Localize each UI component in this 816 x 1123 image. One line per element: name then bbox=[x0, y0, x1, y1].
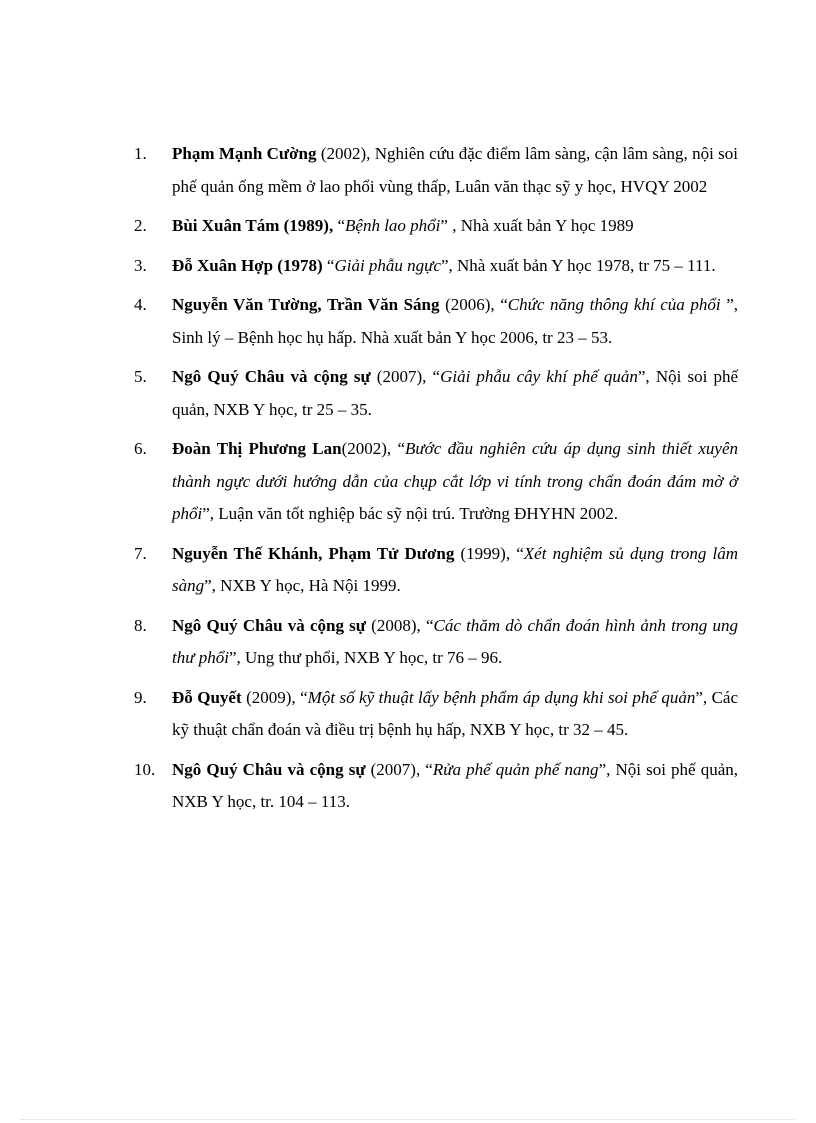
reference-title: Rửa phế quản phế nang bbox=[432, 759, 599, 779]
reference-detail: ”, Sinh lý – Bệnh học hụ hấp. Nhà xuất bản Y học 2006, tr 23 – 53. bbox=[172, 295, 738, 347]
reference-author: Nguyễn Văn Tường, Trần Văn Sáng bbox=[172, 295, 440, 314]
reference-detail: (2002), Nghiên cứu đặc điểm lâm sàng, cận lâm sàng, nội soi phế quản ống mềm ở lao phổi vùng thấp, Luân văn thạc sỹ y học, HVQY 2002 bbox=[172, 144, 738, 196]
reference-list bbox=[134, 138, 738, 826]
reference-text bbox=[172, 682, 738, 747]
reference-detail: (1999), “ bbox=[454, 543, 524, 563]
reference-detail: “ bbox=[322, 255, 335, 275]
reference-detail: ”, Nhà xuất bản Y học 1978, tr 75 – 111. bbox=[440, 255, 716, 275]
reference-author: Đỗ Quyết bbox=[172, 687, 242, 707]
reference-detail: (2002), “ bbox=[341, 439, 405, 458]
reference-author: Phạm Mạnh Cường bbox=[172, 144, 317, 163]
reference-detail: (2007), “ bbox=[370, 367, 441, 386]
reference-detail: (2009), “ bbox=[241, 687, 308, 707]
reference-number: 8. bbox=[134, 615, 147, 635]
reference-text bbox=[172, 538, 738, 603]
reference-text bbox=[172, 289, 738, 354]
reference-author: Ngô Quý Châu và cộng sự bbox=[172, 615, 366, 635]
reference-author: Nguyễn Thế Khánh, Phạm Tử Dương bbox=[172, 543, 455, 563]
reference-title: Bệnh lao phổi bbox=[345, 216, 441, 235]
reference-number: 9. bbox=[134, 687, 147, 707]
reference-item bbox=[134, 610, 738, 675]
reference-number: 3. bbox=[134, 255, 147, 275]
reference-number: 1. bbox=[134, 144, 147, 163]
reference-author: Bùi Xuân Tám (1989), bbox=[172, 216, 334, 235]
reference-detail: (2008), “ bbox=[365, 615, 434, 635]
reference-detail: ”, Luận văn tốt nghiệp bác sỹ nội trú. Trường ĐHYHN 2002. bbox=[202, 504, 619, 523]
reference-item bbox=[134, 433, 738, 531]
reference-title: Xét nghiệm sủ dụng trong lâm sàng bbox=[172, 543, 738, 595]
reference-text bbox=[172, 361, 738, 426]
reference-item bbox=[134, 361, 738, 426]
reference-item bbox=[134, 538, 738, 603]
reference-number: 7. bbox=[134, 543, 147, 563]
reference-author: Ngô Quý Châu và cộng sự bbox=[172, 367, 371, 386]
reference-text bbox=[172, 138, 738, 203]
reference-item bbox=[134, 138, 738, 203]
reference-number: 10. bbox=[134, 759, 156, 779]
reference-author: Đoàn Thị Phương Lan bbox=[172, 439, 342, 458]
reference-item bbox=[134, 250, 738, 283]
reference-detail: ”, Các kỹ thuật chẩn đoán và điều trị bệnh hụ hấp, NXB Y học, tr 32 – 45. bbox=[172, 687, 739, 739]
reference-title: Giải phẫu ngực bbox=[334, 255, 441, 275]
reference-text bbox=[172, 754, 738, 819]
reference-detail: ”, Ung thư phổi, NXB Y học, tr 76 – 96. bbox=[228, 648, 503, 667]
reference-title: Một số kỹ thuật lấy bệnh phẩm áp dụng khi soi phế quản bbox=[307, 687, 696, 707]
reference-title: Chức năng thông khí của phổi bbox=[507, 295, 727, 314]
reference-detail: ” , Nhà xuất bản Y học 1989 bbox=[440, 216, 634, 235]
reference-author: Đỗ Xuân Hợp (1978) bbox=[172, 255, 323, 275]
reference-title: Giải phẫu cây khí phế quản bbox=[440, 367, 638, 386]
reference-number: 5. bbox=[134, 367, 147, 386]
reference-item bbox=[134, 210, 738, 243]
reference-item bbox=[134, 289, 738, 354]
reference-text bbox=[172, 210, 738, 243]
reference-title: Các thăm dò chẩn đoán hình ảnh trong ung thư phổi bbox=[172, 615, 738, 667]
reference-text bbox=[172, 610, 738, 675]
reference-detail: ”, Nội soi phế quản, NXB Y học, tr. 104 – 113. bbox=[172, 759, 738, 811]
reference-detail: ”, NXB Y học, Hà Nội 1999. bbox=[204, 576, 401, 595]
reference-title: Bước đầu nghiên cứu áp dụng sinh thiết xuyên thành ngực dưới hướng dẫn của chụp cắt lớp vi tính trong chẩn đoán đám mờ ở phổi bbox=[172, 439, 738, 523]
reference-detail: (2006), “ bbox=[439, 295, 508, 314]
reference-detail: “ bbox=[333, 216, 346, 235]
reference-detail: (2007), “ bbox=[365, 759, 433, 779]
reference-number: 6. bbox=[134, 439, 147, 458]
reference-item bbox=[134, 754, 738, 819]
page-bottom-divider bbox=[20, 1119, 796, 1120]
reference-author: Ngô Quý Châu và cộng sự bbox=[172, 759, 366, 779]
reference-number: 4. bbox=[134, 295, 147, 314]
reference-detail: ”, Nội soi phế quản, NXB Y học, tr 25 – 35. bbox=[172, 367, 738, 419]
reference-number: 2. bbox=[134, 216, 147, 235]
reference-text bbox=[172, 433, 738, 531]
reference-text bbox=[172, 250, 738, 283]
reference-item bbox=[134, 682, 738, 747]
